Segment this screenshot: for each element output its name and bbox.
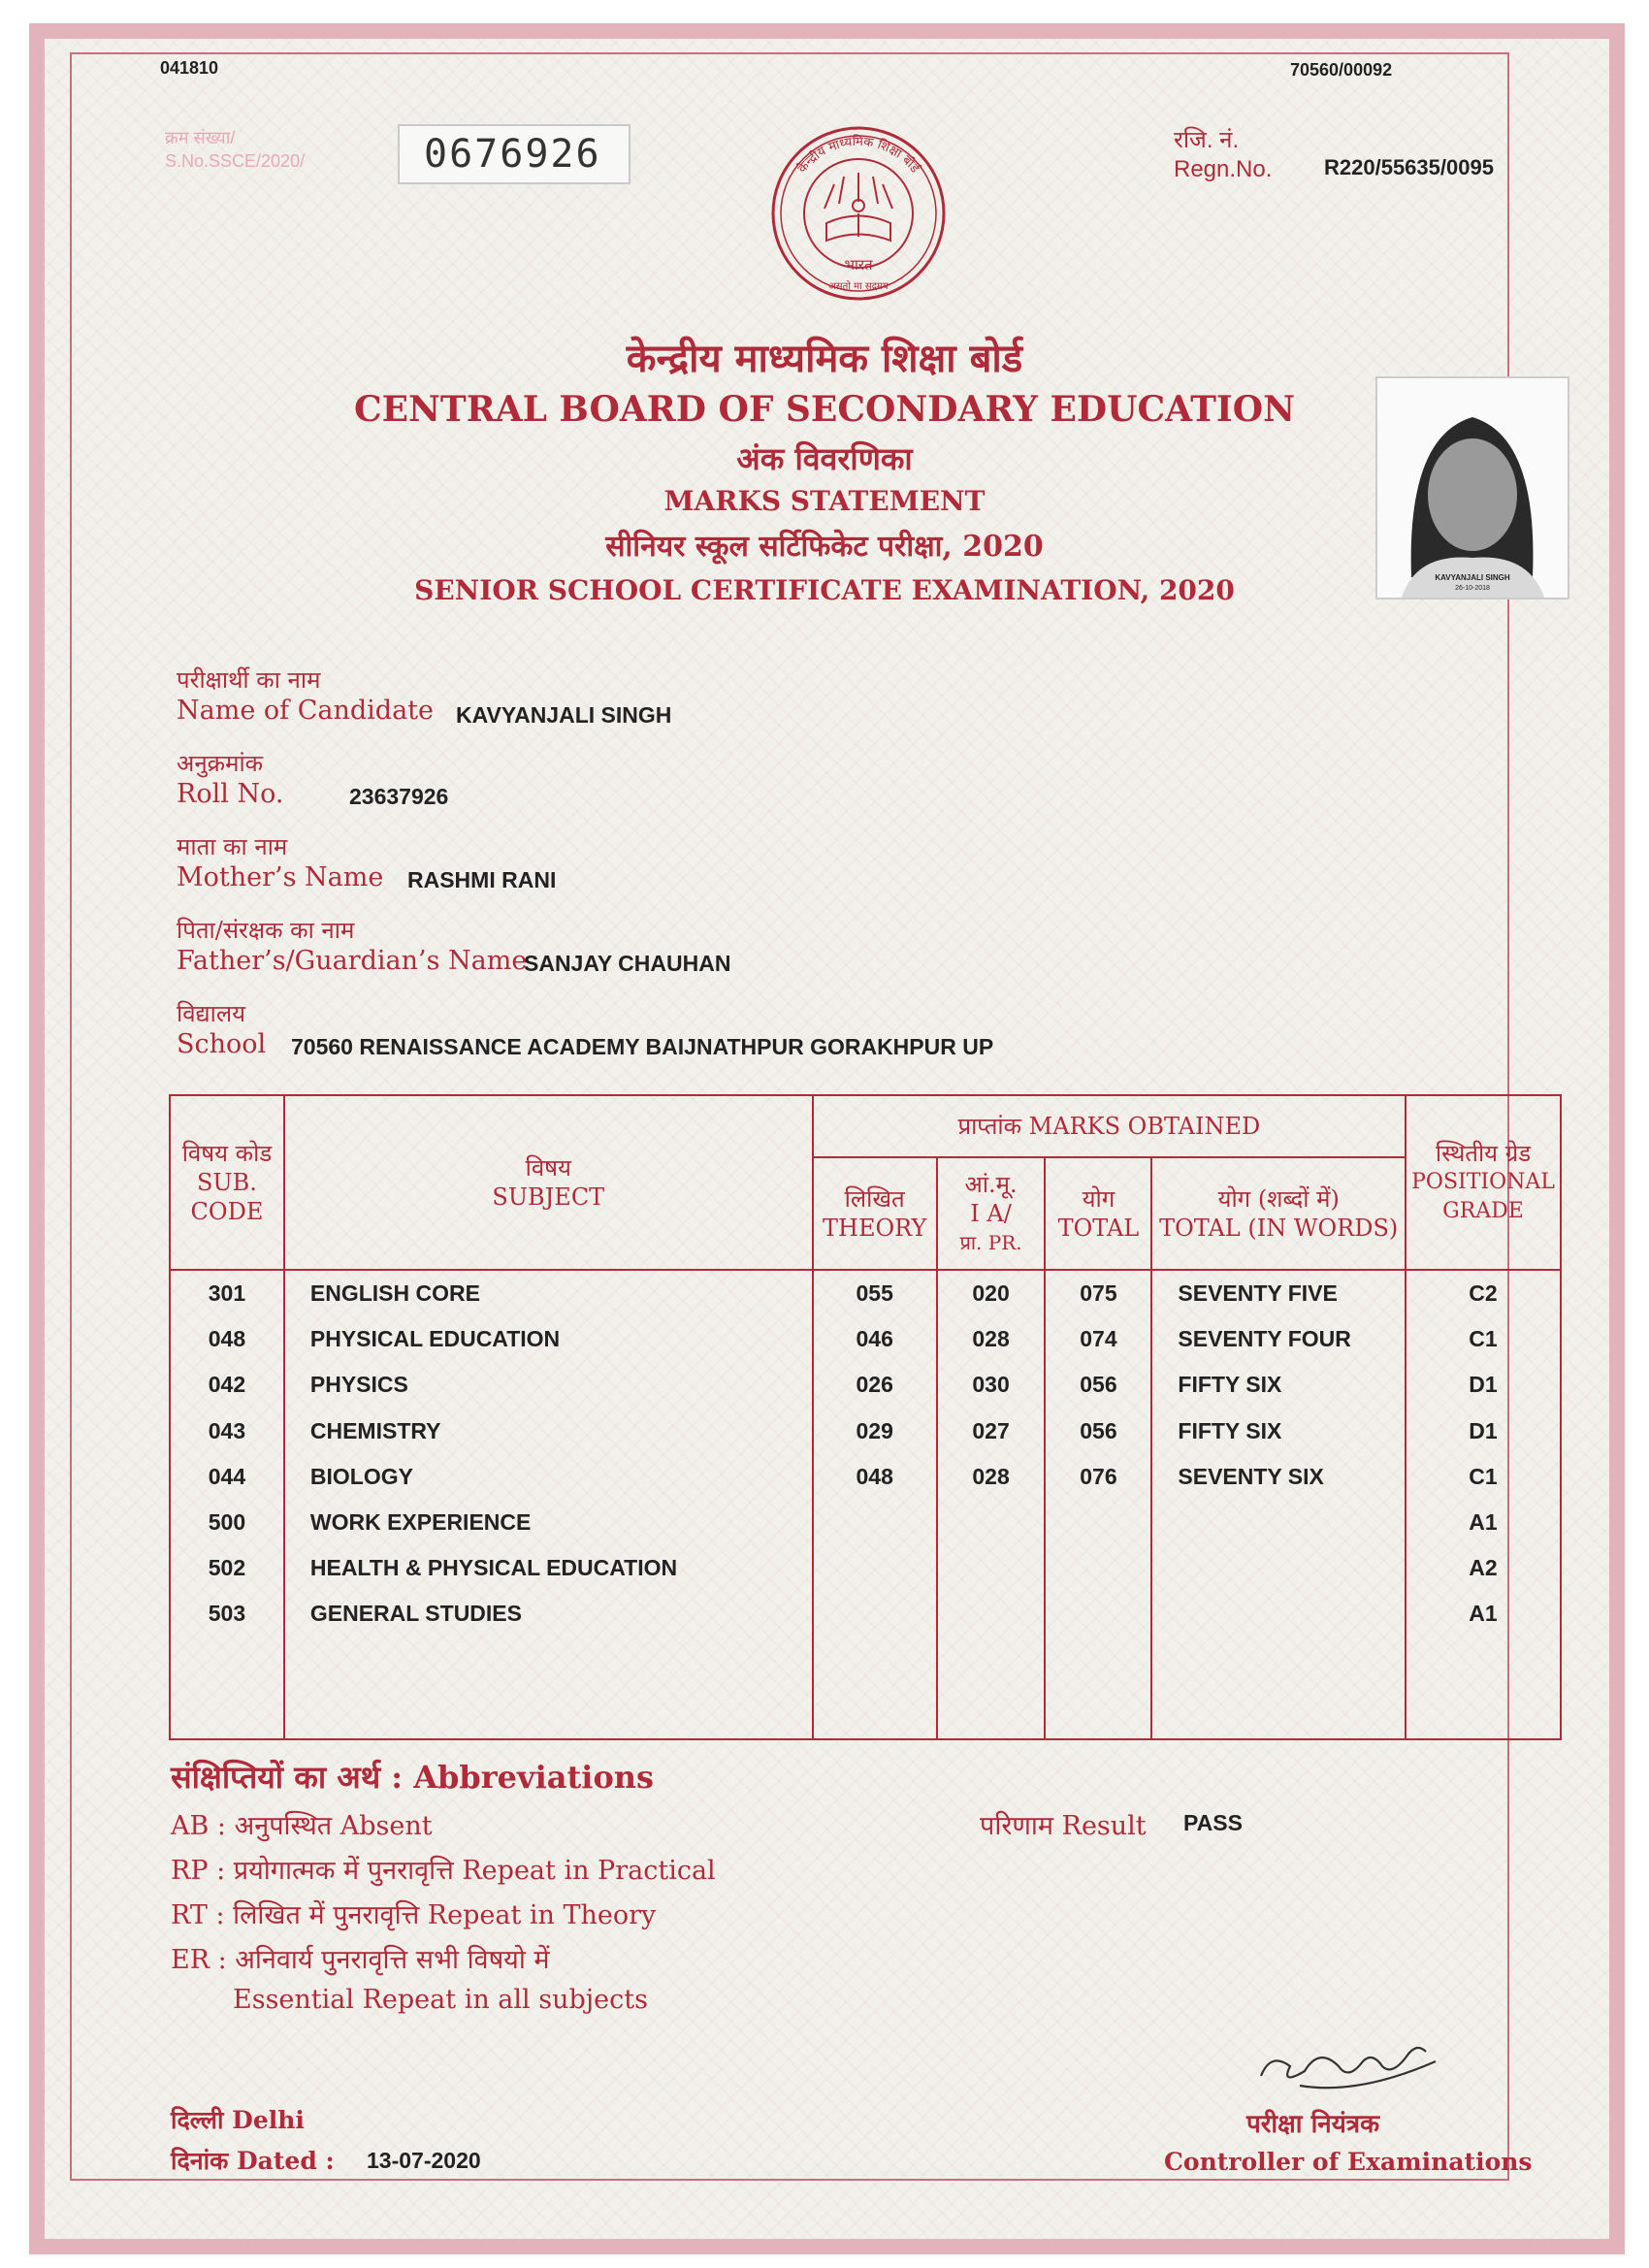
header-words-en: TOTAL (IN WORDS) [1159,1215,1399,1242]
serial-label-en: S.No.SSCE/2020/ [165,151,306,171]
subject-code: 044 [170,1454,284,1500]
regn-label [1174,126,1272,184]
photo-caption-date: 26-10-2018 [1455,585,1490,592]
candidate-portrait-icon [1377,378,1568,598]
theory-marks: 055 [813,1270,937,1316]
empty-cell [1406,1636,1561,1739]
subject-code: 500 [170,1500,284,1545]
ia-marks: 030 [937,1362,1046,1408]
ia-marks: 027 [937,1409,1046,1454]
ia-marks [937,1500,1046,1545]
positional-grade: C2 [1406,1270,1561,1316]
header-words [1151,1157,1406,1270]
subject-name: BIOLOGY [284,1454,813,1500]
header-grade-en2: GRADE [1442,1199,1524,1223]
header-sub-code-en1: SUB. [196,1169,257,1196]
ia-marks: 028 [937,1454,1046,1500]
seal-motto: असतो मा सद्गमय [828,281,889,292]
positional-grade: D1 [1406,1362,1561,1408]
positional-grade: C1 [1406,1316,1561,1362]
seal-text: केन्द्रीय माध्यमिक शिक्षा बोर्ड [794,134,922,177]
top-right-code: 70560/00092 [1290,60,1393,80]
school-label-hi: विद्यालय [177,1000,246,1027]
ia-marks: 028 [937,1316,1046,1362]
date-label: दिनांक Dated : [171,2147,335,2175]
header-total-en: TOTAL [1057,1215,1140,1242]
theory-marks: 046 [813,1316,937,1362]
header-marks-en: MARKS OBTAINED [1028,1113,1261,1140]
subject-code: 042 [170,1362,284,1408]
theory-marks [813,1500,937,1545]
positional-grade: D1 [1406,1409,1561,1454]
theory-marks [813,1591,937,1636]
photo-caption-name: KAVYANJALI SINGH [1435,573,1510,582]
empty-cell [937,1636,1046,1739]
father-label-en: Father’s/Guardian’s Name [177,946,528,976]
marks-table [169,1094,1562,1740]
subject-code: 503 [170,1591,284,1636]
table-filler-row [170,1636,1561,1739]
header-grade-hi: स्थितीय ग्रेड [1435,1140,1532,1167]
header-subject-en: SUBJECT [492,1183,605,1211]
abbr-er: ER : अनिवार्य पुनरावृत्ति सभी विषयो में [171,1945,550,1975]
total-marks: 056 [1045,1362,1151,1408]
mother-label [177,830,383,892]
positional-grade: A2 [1406,1545,1561,1591]
header-sub-code-hi: विषय कोड [181,1140,273,1167]
total-marks: 074 [1045,1316,1151,1362]
header-subject [284,1095,813,1270]
name-label [177,664,434,726]
exam-title-hi: सीनियर स्कूल सर्टिफिकेट परीक्षा, 2020 [605,530,1044,564]
subject-name: GENERAL STUDIES [284,1591,813,1636]
statement-title-en: MARKS STATEMENT [663,485,986,517]
serial-number: 0676926 [398,124,630,184]
roll-number: 23637926 [349,784,449,809]
mother-label-en: Mother’s Name [177,862,384,892]
empty-cell [1151,1636,1406,1739]
table-row [170,1316,1561,1362]
table-row [170,1409,1561,1454]
abbr-ab: AB : अनुपस्थित Absent [171,1811,433,1841]
empty-cell [813,1636,937,1739]
theory-marks [813,1545,937,1591]
total-in-words: SEVENTY FOUR [1151,1316,1406,1362]
cbse-seal-icon [766,116,951,310]
theory-marks: 026 [813,1362,937,1408]
header-pr: प्रा. PR. [959,1231,1022,1254]
table-row [170,1270,1561,1316]
school-name: 70560 RENAISSANCE ACADEMY BAIJNATHPUR GORAKHPUR UP [291,1034,994,1059]
abbreviations-title: संक्षिप्तियों का अर्थ : Abbreviations [171,1759,655,1796]
subject-name: HEALTH & PHYSICAL EDUCATION [284,1545,813,1591]
empty-cell [1045,1636,1151,1739]
header-theory [813,1157,937,1270]
total-in-words [1151,1545,1406,1591]
result-label: परिणाम Result [980,1811,1147,1841]
abbr-rt: RT : लिखित में पुनरावृत्ति Repeat in Theory [171,1900,657,1930]
subject-name: PHYSICS [284,1362,813,1408]
total-in-words [1151,1500,1406,1545]
mother-label-hi: माता का नाम [177,833,288,860]
statement-title-hi: अंक विवरणिका [736,440,913,477]
empty-cell [284,1636,813,1739]
roll-label [177,747,283,809]
controller-title-en: Controller of Examinations [1164,2148,1533,2176]
table-row [170,1591,1561,1636]
header-sub-code [170,1095,284,1270]
header-ia [937,1157,1046,1270]
name-label-en: Name of Candidate [177,696,434,726]
serial-label-hi: क्रम संख्या/ [165,128,236,147]
subject-code: 502 [170,1545,284,1591]
abbr-rp: RP : प्रयोगात्मक में पुनरावृत्ति Repeat in Practical [171,1856,716,1886]
header-theory-en: THEORY [823,1215,927,1242]
subject-name: PHYSICAL EDUCATION [284,1316,813,1362]
total-marks: 056 [1045,1409,1151,1454]
header-ia-hi: आं.मू. [964,1171,1018,1198]
header-marks-obtained [813,1095,1406,1157]
total-marks: 075 [1045,1270,1151,1316]
header-sub-code-en2: CODE [190,1198,264,1225]
place: दिल्ली Delhi [171,2106,305,2134]
header-total [1045,1157,1151,1270]
header-ia-en: I A/ [970,1200,1012,1227]
table-row [170,1454,1561,1500]
theory-marks: 048 [813,1454,937,1500]
total-marks: 076 [1045,1454,1151,1500]
mother-name: RASHMI RANI [407,867,557,892]
signature-icon [1251,2018,1445,2105]
exam-title-en: SENIOR SCHOOL CERTIFICATE EXAMINATION, 2020 [414,574,1235,606]
header-subject-hi: विषय [525,1154,571,1182]
theory-marks: 029 [813,1409,937,1454]
candidate-name: KAVYANJALI SINGH [456,702,672,728]
header-grade-en1: POSITIONAL [1411,1170,1555,1194]
total-in-words: FIFTY SIX [1151,1362,1406,1408]
total-in-words: FIFTY SIX [1151,1409,1406,1454]
result-value: PASS [1183,1810,1243,1835]
school-label-en: School [177,1029,267,1059]
total-marks [1045,1591,1151,1636]
table-row [170,1545,1561,1591]
ia-marks [937,1591,1046,1636]
header-theory-hi: लिखित [844,1185,905,1213]
father-label-hi: पिता/संरक्षक का नाम [177,917,355,944]
board-title-hi: केन्द्रीय माध्यमिक शिक्षा बोर्ड [626,336,1023,381]
total-in-words: SEVENTY FIVE [1151,1270,1406,1316]
board-title-en: CENTRAL BOARD OF SECONDARY EDUCATION [353,389,1296,430]
regn-label-hi: रजि. नं. [1174,127,1240,153]
controller-title-hi: परीक्षा नियंत्रक [1246,2110,1380,2139]
total-marks [1045,1500,1151,1545]
top-left-code: 041810 [160,58,219,78]
seal-bottom: भारत [844,256,873,274]
ia-marks [937,1545,1046,1591]
header-words-hi: योग (शब्दों में) [1217,1185,1340,1213]
table-row [170,1500,1561,1545]
date-value: 13-07-2020 [367,2148,481,2173]
positional-grade: C1 [1406,1454,1561,1500]
abbr-er-en: Essential Repeat in all subjects [233,1985,648,2015]
total-in-words: SEVENTY SIX [1151,1454,1406,1500]
regn-number: R220/55635/0095 [1324,155,1494,179]
regn-label-en: Regn.No. [1174,156,1273,182]
roll-label-en: Roll No. [177,779,284,809]
header-grade [1406,1095,1561,1270]
school-label [177,997,266,1059]
name-label-hi: परीक्षार्थी का नाम [177,666,321,694]
subject-name: ENGLISH CORE [284,1270,813,1316]
total-in-words [1151,1591,1406,1636]
subject-code: 048 [170,1316,284,1362]
header-marks-hi: प्राप्तांक [957,1113,1022,1140]
roll-label-hi: अनुक्रमांक [177,750,264,777]
father-name: SANJAY CHAUHAN [524,951,731,976]
father-label [177,914,527,976]
positional-grade: A1 [1406,1591,1561,1636]
table-row [170,1362,1561,1408]
marks-table-body [170,1270,1561,1739]
header-total-hi: योग [1082,1185,1116,1213]
serial-label [165,126,305,173]
subject-name: CHEMISTRY [284,1409,813,1454]
ia-marks: 020 [937,1270,1046,1316]
empty-cell [170,1636,284,1739]
subject-name: WORK EXPERIENCE [284,1500,813,1545]
subject-code: 301 [170,1270,284,1316]
positional-grade: A1 [1406,1500,1561,1545]
candidate-photo [1375,376,1569,599]
subject-code: 043 [170,1409,284,1454]
total-marks [1045,1545,1151,1591]
